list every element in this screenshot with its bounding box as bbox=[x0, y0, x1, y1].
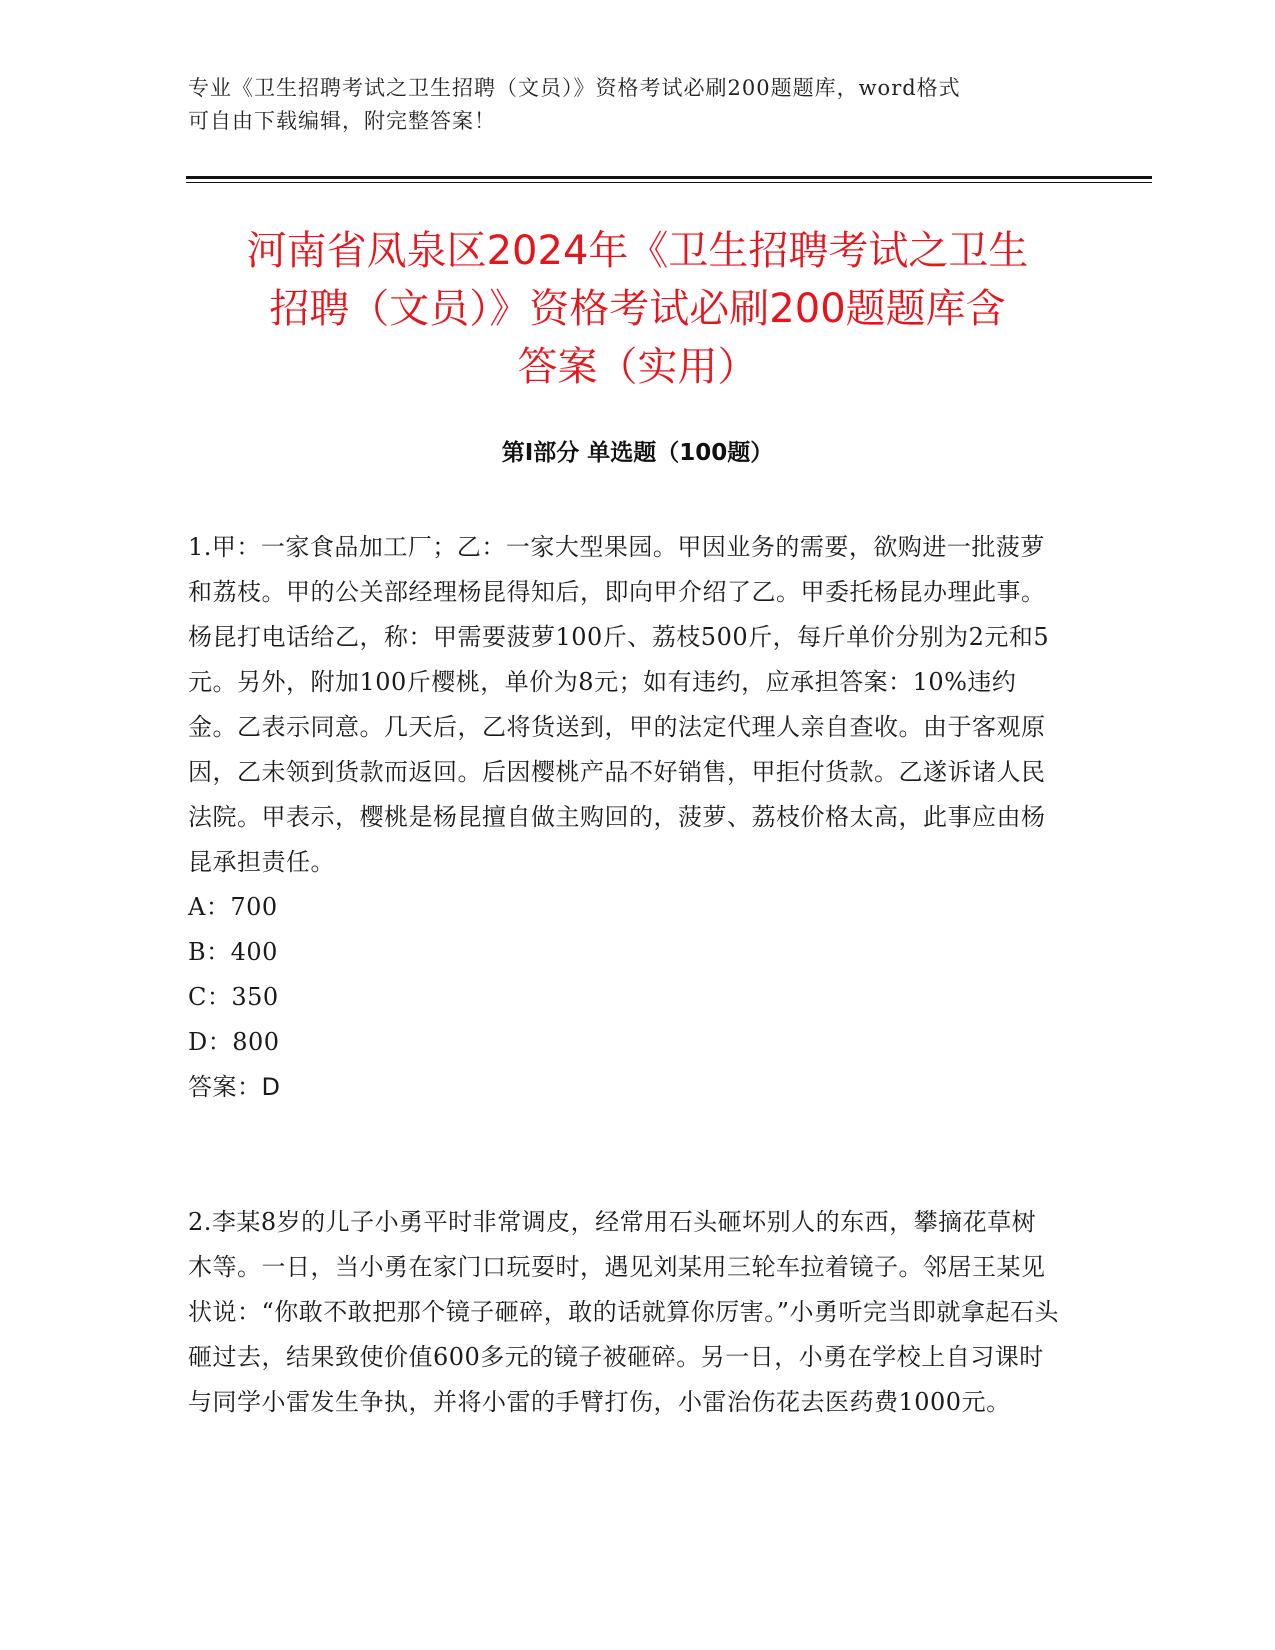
title-line2: 招聘（文员）》资格考试必刷200题题库含 bbox=[269, 286, 1006, 332]
option-c: C：350 bbox=[188, 983, 279, 1011]
section-heading: 第I部分 单选题（100题） bbox=[501, 440, 774, 466]
question-2 bbox=[188, 1200, 1060, 1425]
title-line3: 答案（实用） bbox=[517, 344, 758, 390]
document-title bbox=[150, 222, 1125, 396]
header-note-line2: 可自由下载编辑，附完整答案！ bbox=[188, 109, 496, 133]
header-note-line1: 专业《卫生招聘考试之卫生招聘（文员）》资格考试必刷200题题库，word格式 bbox=[188, 76, 961, 100]
option-b: B：400 bbox=[188, 938, 278, 966]
question-stem: 2.李某8岁的儿子小勇平时非常调皮，经常用石头砸坏别人的东西，攀摘花草树木等。一日，当小勇在家门口玩耍时，遇见刘某用三轮车拉着镜子。邻居王某见状说：“你敢不敢把那个镜子砸碎，敢的话就算你厉害。”小勇听完当即就拿起石头砸过去，结果致使价值600多元的镜子被砸碎。另一日，小勇在学校上自习课时与同学小雷发生争执，并将小雷的手臂打伤，小雷治伤花去医药费1000元。 bbox=[188, 1208, 1060, 1416]
question-stem: 1.甲：一家食品加工厂；乙：一家大型果园。甲因业务的需要，欲购进一批菠萝和荔枝。甲的公关部经理杨昆得知后，即向甲介绍了乙。甲委托杨昆办理此事。杨昆打电话给乙，称：甲需要菠萝100斤、荔枝500斤，每斤单价分别为2元和5元。另外，附加100斤樱桃，单价为8元；如有违约，应承担答案：10%违约金。乙表示同意。几天后，乙将货送到，甲的法定代理人亲自查收。由于客观原因，乙未领到货款而返回。后因樱桃产品不好销售，甲拒付货款。乙遂诉诸人民法院。甲表示，樱桃是杨昆擅自做主购回的，菠萝、荔枝价格太高，此事应由杨昆承担责任。 bbox=[188, 533, 1050, 876]
header-divider-thin bbox=[186, 182, 1152, 183]
answer-label: 答案：D bbox=[188, 1073, 281, 1101]
option-d: D：800 bbox=[188, 1028, 280, 1056]
header-note bbox=[188, 72, 1088, 138]
header-divider-thick bbox=[186, 176, 1152, 179]
question-1 bbox=[188, 525, 1060, 1110]
option-a: A：700 bbox=[188, 893, 278, 921]
title-line1: 河南省凤泉区2024年《卫生招聘考试之卫生 bbox=[246, 228, 1029, 274]
